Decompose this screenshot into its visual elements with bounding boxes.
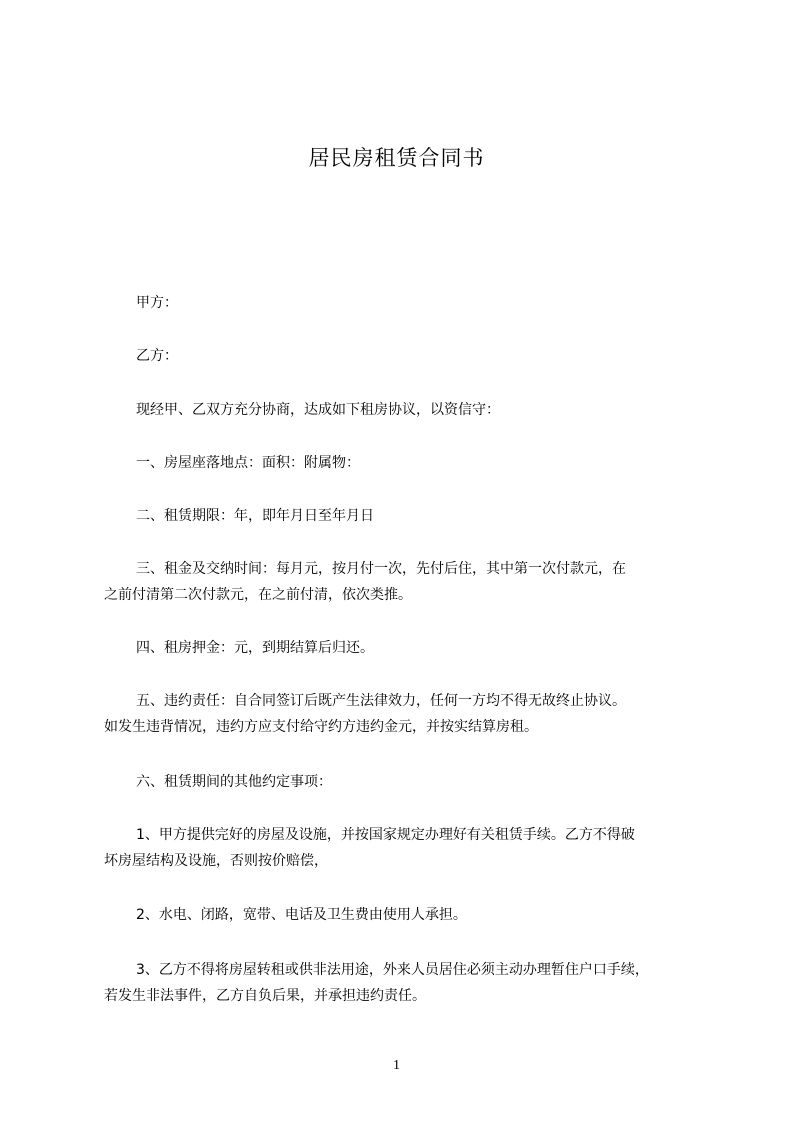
clause-5-line-2: 如发生违背情况，违约方应支付给守约方违约金元，并按实结算房租。 xyxy=(104,719,538,735)
clause-5-line-1: 五、违约责任：自合同签订后既产生法律效力，任何一方均不得无故终止协议。 xyxy=(136,693,626,709)
clause-3-line-2: 之前付清第二次付款元，在之前付清，依次类推。 xyxy=(104,587,412,603)
clause-1-line: 一、房屋座落地点：面积：附属物： xyxy=(136,455,360,471)
item-3-line-1: 3、乙方不得将房屋转租或供非法用途，外来人员居住必须主动办理暂住户口手续， xyxy=(136,962,649,978)
document-title: 居民房租赁合同书 xyxy=(308,146,485,170)
clause-2-line: 二、租赁期限：年，即年月日至年月日 xyxy=(136,508,374,524)
clause-3-line-1: 三、租金及交纳时间：每月元，按月付一次，先付后住，其中第一次付款元，在 xyxy=(136,561,626,577)
item-2-line: 2、水电、闭路，宽带、电话及卫生费由使用人承担。 xyxy=(136,907,467,923)
party-b-line: 乙方： xyxy=(136,348,178,364)
intro-line: 现经甲、乙双方充分协商，达成如下租房协议，以资信守： xyxy=(136,402,500,418)
item-3-line-2: 若发生非法事件，乙方自负后果，并承担违约责任。 xyxy=(104,988,426,1004)
party-a-line: 甲方： xyxy=(136,295,178,311)
clause-6-line: 六、租赁期间的其他约定事项： xyxy=(136,774,332,790)
page-number: 1 xyxy=(393,1058,400,1073)
item-1-line-1: 1、甲方提供完好的房屋及设施，并按国家规定办理好有关租赁手续。乙方不得破 xyxy=(136,827,635,843)
item-1-line-2: 坏房屋结构及设施，否则按价赔偿， xyxy=(104,853,328,869)
clause-4-line: 四、租房押金：元，到期结算后归还。 xyxy=(136,640,374,656)
